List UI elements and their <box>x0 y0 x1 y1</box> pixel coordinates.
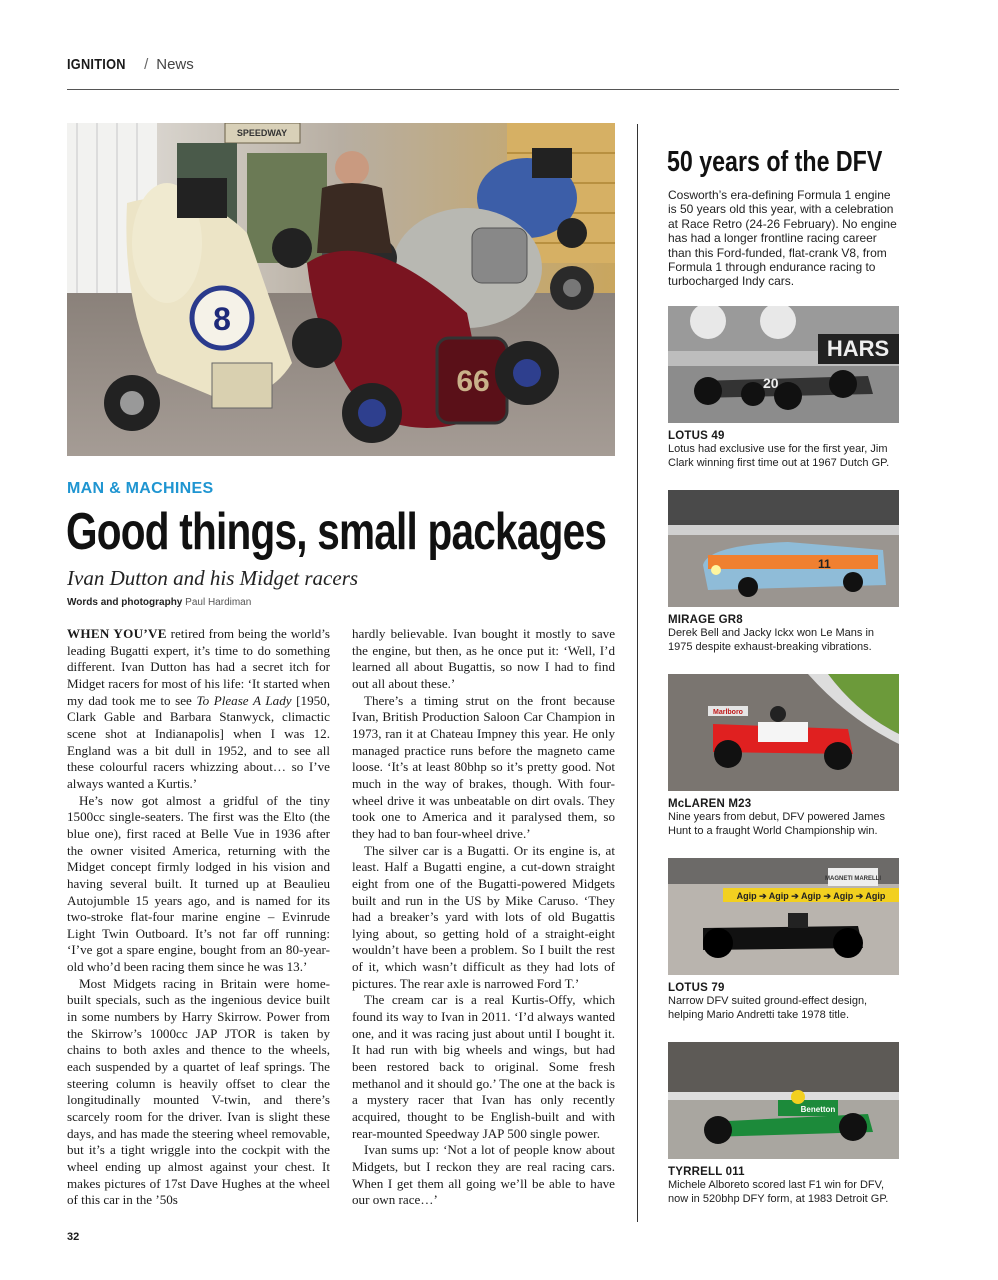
byline <box>67 597 251 608</box>
paragraph: There’s a timing strut on the front because Ivan, British Production Saloon Car Champion in 1973, ran it at Chateau Impney this year. He only managed practice runs before the magneto came loose. ‘It’s at least 80bhp so it’s pretty good. Not much in the way of brakes, though. With four-wheel drive it was unbeatable on dirt ovals. They took one to America and it paralysed them, so they had to ban four-wheel drive.’ <box>352 692 615 841</box>
body-column-2 <box>352 626 615 1209</box>
byline-label: Words and photography <box>67 597 183 608</box>
tyrrell-livery: Benetton <box>800 1105 836 1114</box>
paragraph-text: [1950, Clark Gable and Barbara Stanwyck, climactic scene shot at Indianapolis] when I was 12. England was a bit dull in 1952, and to see all these colourful racers whizzing about… so I’ve always wanted a Kurtis.’ <box>67 692 330 791</box>
car-caption: Derek Bell and Jacky Ickx won Le Mans in 1975 despite exhaust-breaking vibrations. <box>668 627 875 653</box>
sidebar-car-lotus-49 <box>668 306 899 470</box>
midget-racers-photo <box>67 123 615 456</box>
car-name: LOTUS 79 <box>668 982 725 994</box>
mclaren-m23-photo <box>668 674 899 791</box>
sidebar-title: 50 years of the DFV <box>667 146 883 178</box>
car-caption: Nine years from debut, DFV powered James Hunt to a fraught World Championship win. <box>668 811 886 837</box>
article-kicker: MAN & MACHINES <box>67 480 214 497</box>
cream-car-number: 8 <box>213 301 231 337</box>
lotus-49-number: 20 <box>763 375 779 391</box>
car-name: MIRAGE GR8 <box>668 614 743 626</box>
car-caption: Narrow DFV suited ground-effect design, helping Mario Andretti take 1978 title. <box>668 995 868 1021</box>
car-caption: Michele Alboreto scored last F1 win for DFV, now in 520bhp DFY form, at 1983 Detroit GP. <box>668 1179 889 1205</box>
paragraph: The cream car is a real Kurtis-Offy, which found its way to Ivan in 2011. ‘I’d always wanted one, and it was racing just about until I bought it. It had run with big wheels and wings, but had been restored back to original. Some fresh methanol and it should go.’ The one at the back is a mystery racer that Ivan has only recently acquired, thought to be English-built and with rear-mounted Speedway JAP 500 single power. <box>352 992 615 1141</box>
speedway-sign: SPEEDWAY <box>236 128 288 138</box>
tyrrell-011-photo <box>668 1042 899 1159</box>
paragraph-text: retired from being the world’s leading Bugatti expert, it’s time to do something different. Ivan Dutton has had a secret itch for Midget racers for most of his life: ‘It started when my dad took me to see <box>67 626 330 708</box>
film-title: To Please A Lady <box>196 692 292 708</box>
page-number: 32 <box>67 1231 80 1243</box>
paragraph: hardly believable. Ivan bought it mostly to save the engine, but then, as he once put it: ‘Well, I’d learned all about Bugattis, so now I had to find out all about these.’ <box>352 626 615 691</box>
mirage-gr8-photo <box>668 490 899 607</box>
sidebar-car-lotus-79 <box>668 858 899 1022</box>
paragraph <box>67 626 330 793</box>
mirage-number: 11 <box>818 557 831 571</box>
lotus-79-photo <box>668 858 899 975</box>
car-name: McLAREN M23 <box>668 798 752 810</box>
lotus-49-sign: HARS <box>826 336 890 361</box>
lotus-79-sign: MAGNETI MARELLI <box>825 876 881 882</box>
mclaren-livery: Marlboro <box>713 709 743 716</box>
paragraph: He’s now got almost a gridful of the tiny 1500cc single-seaters. The first was the Elto (the blue one), first raced at Belle Vue in 1936 after the owner visited America, returning with the Midget concept firmly lodged in his vision and having several built. It turned up at Beaulieu Autojumble 15 years ago, and is named for its two-stroke flat-four marine engine – Evinrude Light Twin Outboard. It’s not far off running: ‘I’ve got a spare engine, bought from an 80-year-old who’d been racing them since he was 13.’ <box>67 792 330 975</box>
car-name: TYRRELL 011 <box>668 1166 745 1178</box>
red-car-number: 66 <box>456 365 490 398</box>
subsection-label: News <box>156 56 194 73</box>
article-standfirst: Ivan Dutton and his Midget racers <box>67 566 359 590</box>
sidebar-car-tyrrell-011 <box>668 1042 899 1206</box>
paragraph: Ivan sums up: ‘Not a lot of people know about Midgets, but I reckon they are real racing cars. When I get them all going we’ll be able to have our own race…’ <box>352 1142 615 1208</box>
lotus-49-photo <box>668 306 899 423</box>
sidebar-car-mirage-gr8 <box>668 490 899 654</box>
sidebar-intro: Cosworth’s era-defining Formula 1 engine is 50 years old this year, with a celebration at Race Retro (24-26 February). No engine has had a longer frontline racing career than this Ford-funded, flat-crank V8, from Formula 1 through endurance racing to turbocharged Indy cars. <box>668 188 897 289</box>
paragraph: The silver car is a Bugatti. Or its engine is, at least. Half a Bugatti engine, a cut-down straight eight from one of the Bugatti-powered Midgets built and run in the US by Mike Caruso. ‘They had a breaker’s yard with lots of old Bugattis lying about, so getting hold of a straight-eight wouldn’t have been a problem. So I built the rest of it, which wasn’t difficult as they had lots of pictures. The rear axle is narrowed Ford T.’ <box>352 842 615 991</box>
section-label: IGNITION <box>67 56 126 73</box>
car-caption: Lotus had exclusive use for the first year, Jim Clark winning first time out at 1967 Dutch GP. <box>668 443 890 469</box>
column-divider <box>637 124 638 1222</box>
header-separator: / <box>144 56 149 73</box>
paragraph: Most Midgets racing in Britain were home-built specials, such as the ingenious device built in some numbers by Harry Skirrow. Power from the Skirrow’s 1000cc JAP JTOR is taken by chains to both axles and thence to the wheels, each suspended by a quartet of leaf springs. The steering column is heavily offset to clear the longitudinally mounted V-twin, and there’s scarcely room for the driver. Ivan is slight these days, and has made the steering wheel removable, but it’s a tight wriggle into the cockpit with the wheel ending up almost against your chest. It makes pictures of 17st Dave Hughes at the wheel of this car in the ’50s <box>67 975 330 1208</box>
car-name: LOTUS 49 <box>668 430 725 442</box>
lotus-79-banner: Agip ➔ Agip ➔ Agip ➔ Agip ➔ Agip <box>736 891 886 901</box>
running-header <box>67 54 899 90</box>
lead-in: WHEN YOU’VE <box>67 626 167 641</box>
article-headline: Good things, small packages <box>66 503 607 561</box>
byline-name: Paul Hardiman <box>185 597 252 608</box>
body-column-1 <box>67 626 330 1209</box>
sidebar-car-mclaren-m23 <box>668 674 899 838</box>
